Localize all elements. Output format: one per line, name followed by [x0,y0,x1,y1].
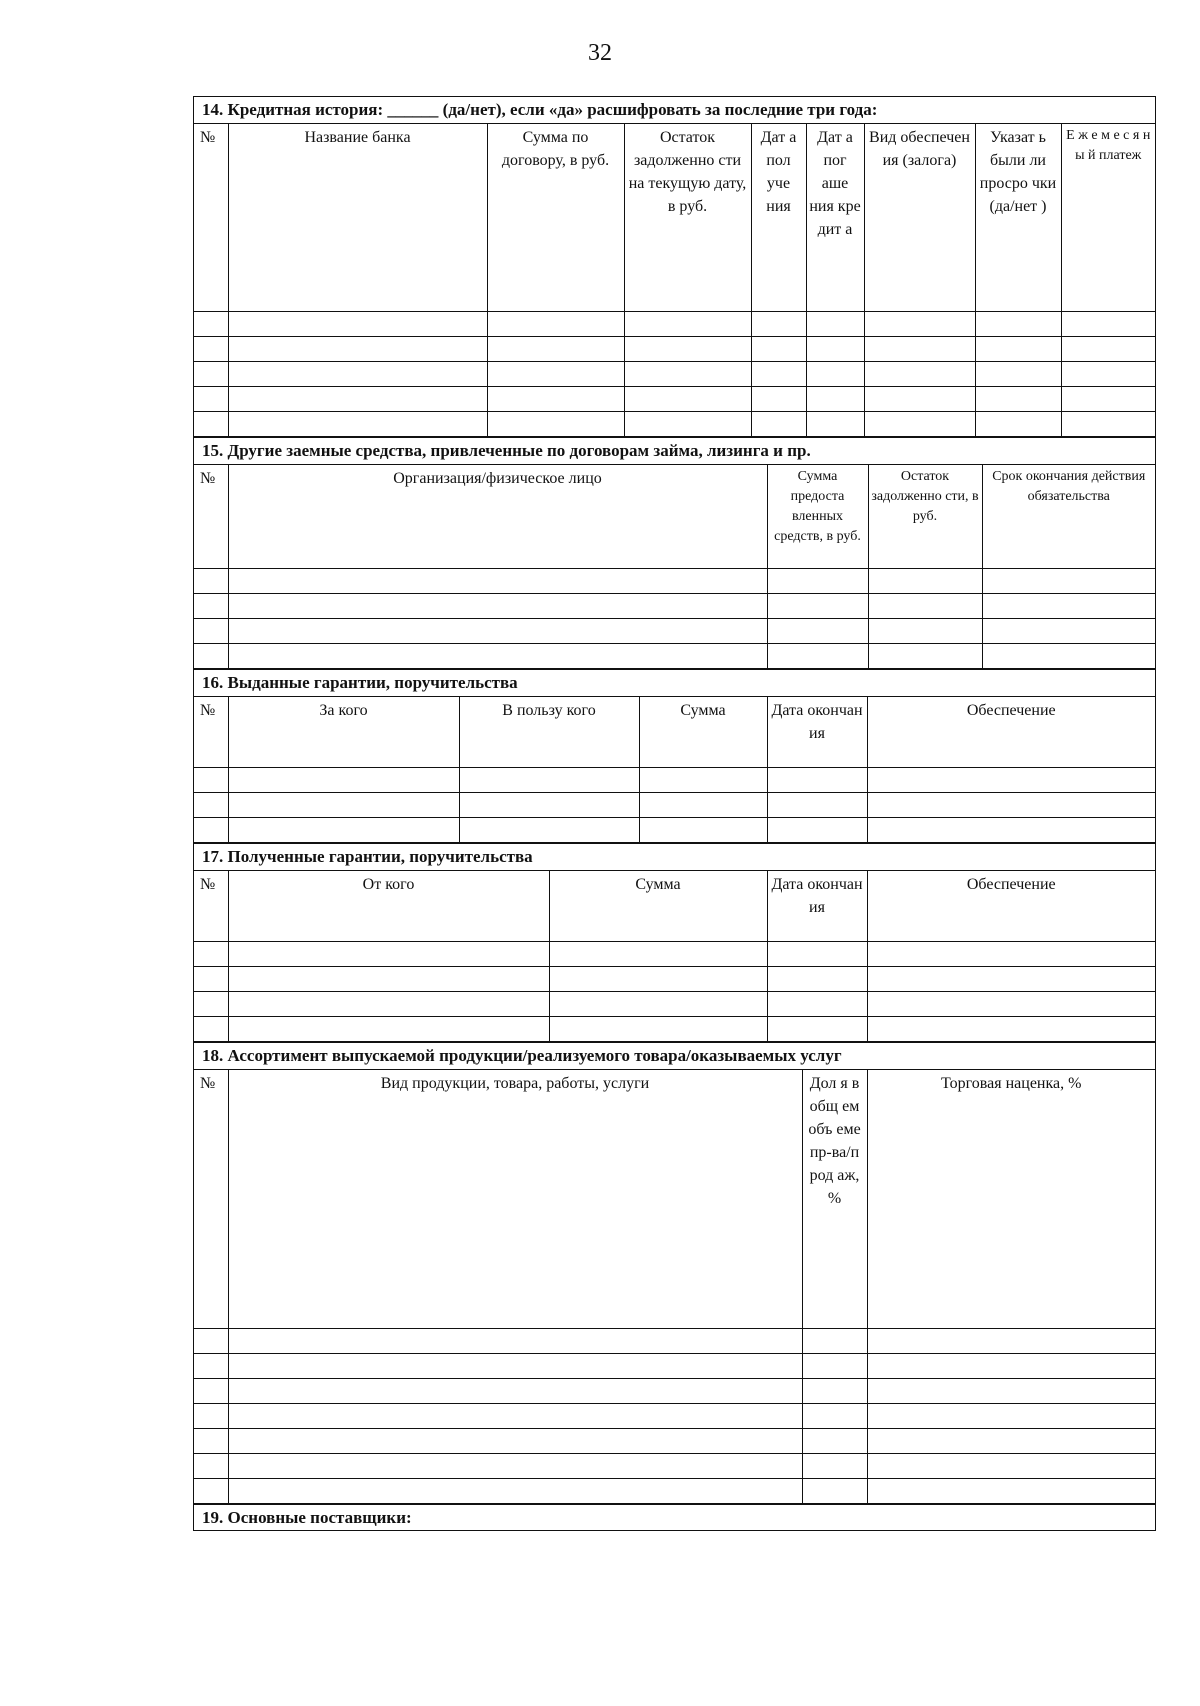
section-18-title: 18. Ассортимент выпускаемой продукции/реализуемого товара/оказываемых услуг [194,1042,1155,1069]
section-16-title: 16. Выданные гарантии, поручительства [194,669,1155,696]
table-row[interactable] [194,1404,1155,1429]
col-markup-header: Торговая наценка, % [867,1070,1155,1329]
table-row[interactable] [194,1017,1155,1042]
table-row[interactable] [194,362,1155,387]
section-14-title: 14. Кредитная история: ______ (да/нет), если «да» расшифровать за последние три года: [194,96,1155,123]
table-row[interactable] [194,967,1155,992]
section-15-title: 15. Другие заемные средства, привлеченные по договорам займа, лизинга и пр. [194,437,1155,464]
table-row[interactable] [194,412,1155,437]
table-row[interactable] [194,312,1155,337]
table-row[interactable] [194,1329,1155,1354]
issued-guarantees-table [194,696,1155,843]
table-row[interactable] [194,337,1155,362]
application-form [193,96,1156,1531]
col-from-whom-header: От кого [228,871,549,942]
table-row[interactable] [194,1379,1155,1404]
col-number-header: № [194,465,228,569]
table-row[interactable] [194,793,1155,818]
col-collateral-header: Обеспечение [867,697,1155,768]
col-product-type-header: Вид продукции, товара, работы, услуги [228,1070,802,1329]
col-monthly-payment-header: Е ж е м е с я н ы й платеж [1061,124,1155,312]
table-row[interactable] [194,942,1155,967]
col-contract-sum-header: Сумма по договору, в руб. [487,124,624,312]
col-repayment-date-header: Дат а пог аше ния кре дит а [806,124,864,312]
table-row[interactable] [194,768,1155,793]
col-collateral-header: Обеспечение [867,871,1155,942]
table-row[interactable] [194,594,1155,619]
table-row[interactable] [194,1454,1155,1479]
col-receipt-date-header: Дат а пол уче ния [751,124,806,312]
col-provided-sum-header: Сумма предоста вленных средств, в руб. [767,465,868,569]
col-number-header: № [194,697,228,768]
col-overdue-header: Указат ь были ли просро чки (да/нет ) [975,124,1061,312]
received-guarantees-table [194,870,1155,1042]
table-row[interactable] [194,818,1155,843]
table-row[interactable] [194,644,1155,669]
page-number: 32 [588,40,612,66]
col-end-date-header: Дата окончан ия [767,871,867,942]
col-collateral-type-header: Вид обеспечен ия (залога) [864,124,975,312]
col-beneficiary-header: В пользу кого [459,697,639,768]
col-share-header: Дол я в общ ем объ еме пр-ва/п род аж, % [802,1070,867,1329]
table-row[interactable] [194,569,1155,594]
col-sum-header: Сумма [549,871,767,942]
table-row[interactable] [194,1354,1155,1379]
col-end-date-header: Дата окончан ия [767,697,867,768]
table-row[interactable] [194,1429,1155,1454]
col-bank-name-header: Название банка [228,124,487,312]
col-organization-header: Организация/физическое лицо [228,465,767,569]
section-19-title: 19. Основные поставщики: [194,1504,1155,1531]
col-number-header: № [194,871,228,942]
table-row[interactable] [194,619,1155,644]
table-row[interactable] [194,992,1155,1017]
col-obligation-end-header: Срок окончания действия обязательства [982,465,1155,569]
col-debt-balance-header: Остаток задолженно сти на текущую дату, в руб. [624,124,751,312]
table-row[interactable] [194,1479,1155,1504]
section-17-title: 17. Полученные гарантии, поручительства [194,843,1155,870]
table-row[interactable] [194,387,1155,412]
col-number-header: № [194,1070,228,1329]
credit-history-table [194,123,1155,437]
col-for-whom-header: За кого [228,697,459,768]
col-number-header: № [194,124,228,312]
col-debt-balance-header: Остаток задолженно сти, в руб. [868,465,982,569]
borrowed-funds-table [194,464,1155,669]
product-range-table [194,1069,1155,1504]
col-sum-header: Сумма [639,697,767,768]
